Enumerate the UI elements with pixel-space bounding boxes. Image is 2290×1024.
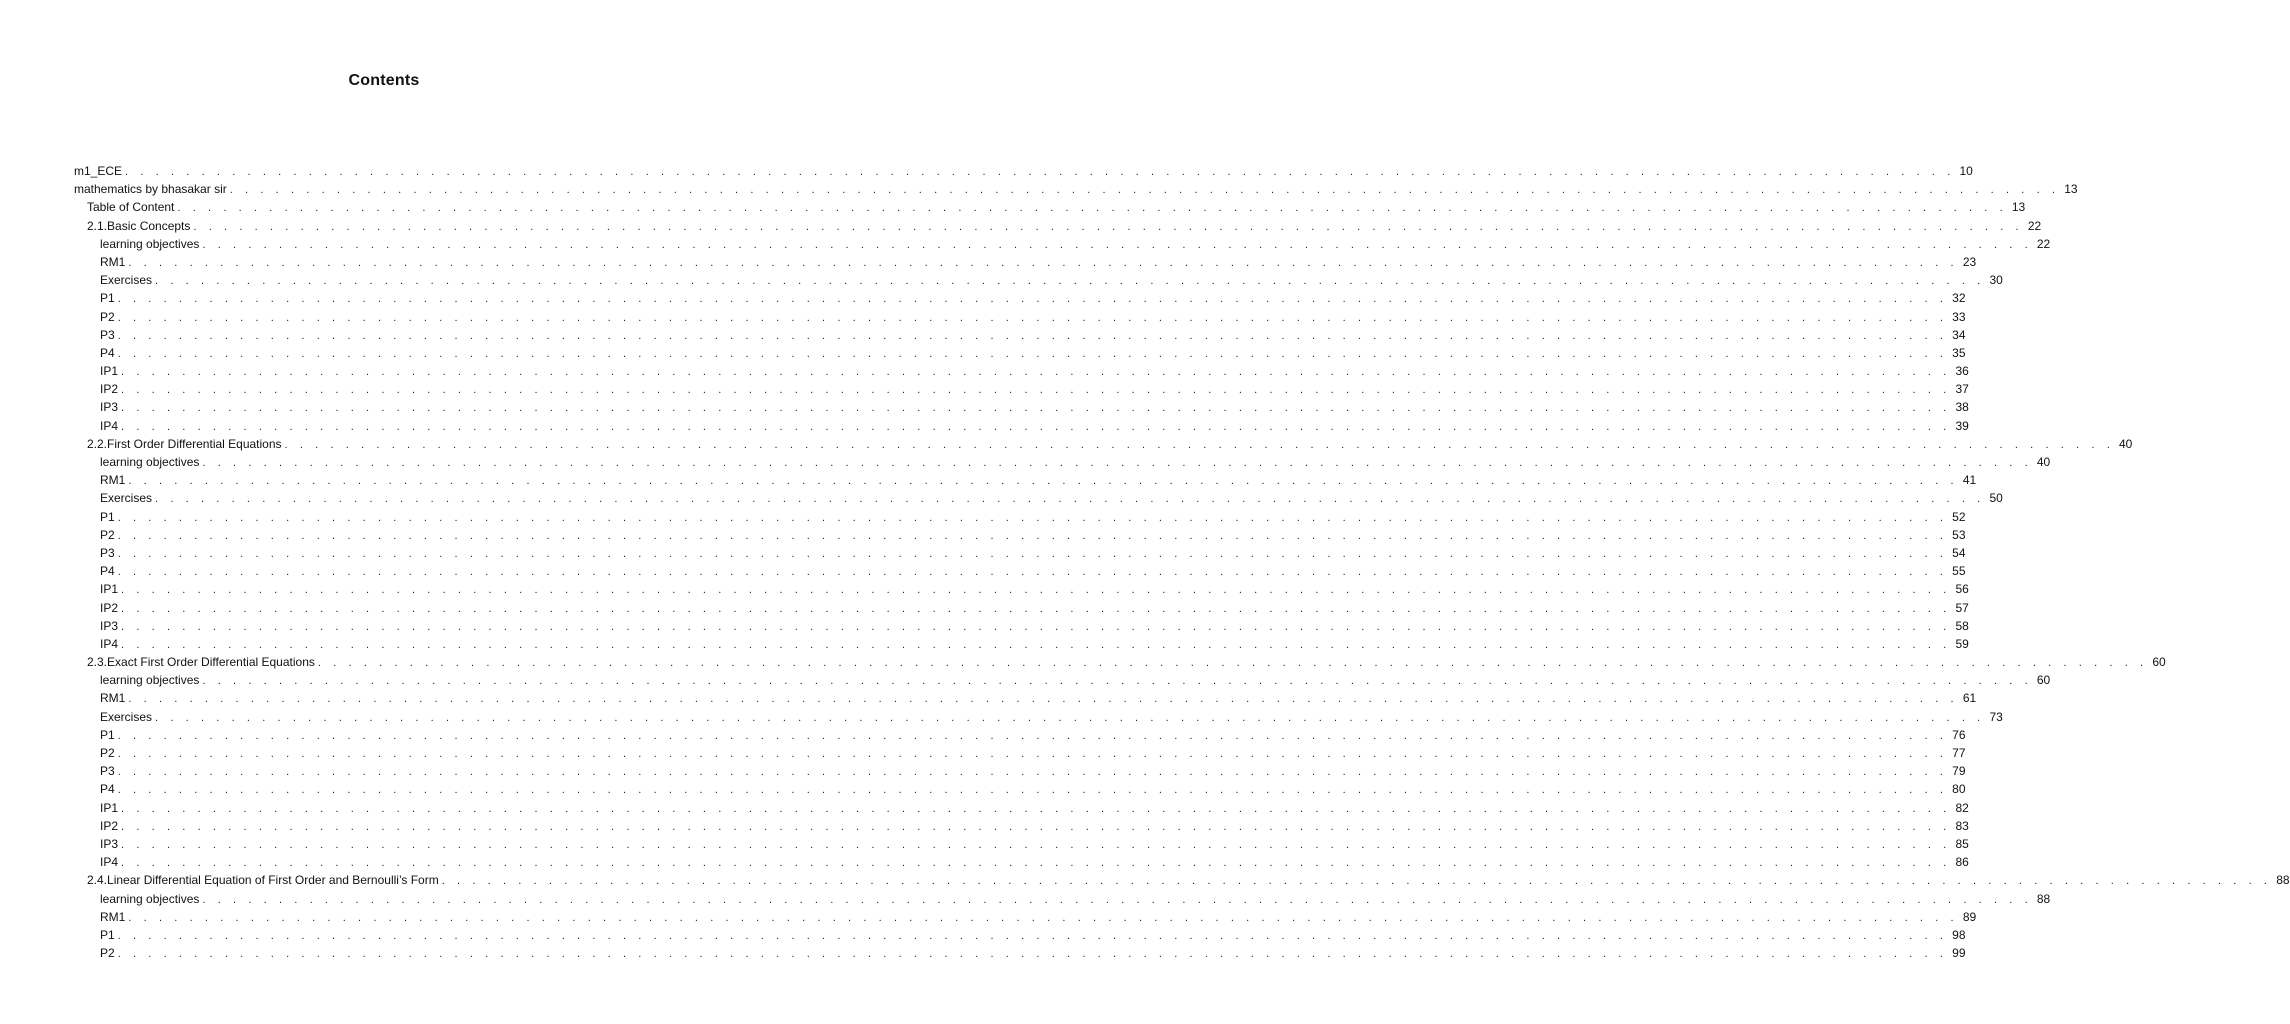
toc-entry[interactable] xyxy=(74,671,2051,689)
toc-entry-page-number: 34 xyxy=(1952,327,1966,342)
toc-entry-label: P1 xyxy=(100,926,118,944)
dot-leader: . . . . . . . . . . . . . . . . . . . . . . . . . . . . . . . . . . . . . . . . . . . . . . . . . . . . . . . . . . . . . . . . . . . . . . . . . . . . . . . . . . . . . . . . . . . . . . . . . . . . . . . . . . . . . . . . . . . . . . . . xyxy=(121,402,1951,415)
dot-leader: . . . . . . . . . . . . . . . . . . . . . . . . . . . . . . . . . . . . . . . . . . . . . . . . . . . . . . . . . . . . . . . . . . . . . . . . . . . . . . . . . . . . . . . . . . . . . . . . . . . . . . . . . . . . . . . . . . . . . . . . xyxy=(128,256,1959,269)
toc-entry-label: IP2 xyxy=(100,817,121,835)
toc-entry-label: P3 xyxy=(100,544,118,562)
page-title: Contents xyxy=(348,72,420,89)
dot-leader: . . . . . . . . . . . . . . . . . . . . . . . . . . . . . . . . . . . . . . . . . . . . . . . . . . . . . . . . . . . . . . . . . . . . . . . . . . . . . . . . . . . . . . . . . . . . . . . . . . . . . . . . . . . . . . . . . . . . . . . . xyxy=(117,729,1948,742)
toc-entry-label: RM1 xyxy=(100,471,128,489)
toc-entry[interactable] xyxy=(74,780,1966,798)
dot-leader: . . . . . . . . . . . . . . . . . . . . . . . . . . . . . . . . . . . . . . . . . . . . . . . . . . . . . . . . . . . . . . . . . . . . . . . . . . . . . . . . . . . . . . . . . . . . . . . . . . . . . . . . . . . . . . . . . . . . . . . . xyxy=(117,748,1948,760)
table-of-contents xyxy=(74,162,2290,962)
toc-entry[interactable] xyxy=(74,162,1973,180)
toc-entry-page-number: 80 xyxy=(1952,782,1966,797)
toc-entry[interactable] xyxy=(74,271,2003,289)
toc-entry-page-number: 61 xyxy=(1962,691,1977,706)
toc-entry-page-number: 55 xyxy=(1952,564,1966,579)
toc-entry-page-number: 36 xyxy=(1955,364,1969,379)
toc-entry[interactable] xyxy=(74,326,1966,344)
toc-entry-label: P2 xyxy=(100,744,118,762)
toc-entry-page-number: 83 xyxy=(1955,818,1969,833)
dot-leader: . . . . . . . . . . . . . . . . . . . . . . . . . . . . . . . . . . . . . . . . . . . . . . . . . . . . . . . . . . . . . . . . . . . . . . . . . . . . . . . . . . . . . . . . . . . . . . . . . . . . . . . . . . . . . . . . . . . . . . . . xyxy=(117,311,1948,324)
toc-entry-label: learning objectives xyxy=(100,890,202,908)
dot-leader: . . . . . . . . . . . . . . . . . . . . . . . . . . . . . . . . . . . . . . . . . . . . . . . . . . . . . . . . . . . . . . . . . . . . . . . . . . . . . . . . . . . . . . . . . . . . . . . . . . . . . . . . . . . . . . . . . . . . . . . . xyxy=(121,384,1951,397)
toc-entry-label: 2.3.Exact First Order Differential Equations xyxy=(87,653,318,671)
toc-entry-label: IP3 xyxy=(100,398,121,416)
toc-entry-label: mathematics by bhasakar sir xyxy=(74,180,230,198)
toc-entry-page-number: 77 xyxy=(1952,746,1966,760)
dot-leader: . . . . . . . . . . . . . . . . . . . . . . . . . . . . . . . . . . . . . . . . . . . . . . . . . . . . . . . . . . . . . . . . . . . . . . . . . . . . . . . . . . . . . . . . . . . . . . . . . . . . . . . . . . . . . . . . . . . . . . . . xyxy=(121,602,1951,615)
dot-leader: . . . . . . . . . . . . . . . . . . . . . . . . . . . . . . . . . . . . . . . . . . . . . . . . . . . . . . . . . . . . . . . . . . . . . . . . . . . . . . . . . . . . . . . . . . . . . . . . . . . . . . . . . . . . . . . . . . . . . . . . xyxy=(125,166,1955,178)
dot-leader: . . . . . . . . . . . . . . . . . . . . . . . . . . . . . . . . . . . . . . . . . . . . . . . . . . . . . . . . . . . . . . . . . . . . . . . . . . . . . . . . . . . . . . . . . . . . . . . . . . . . . . . . . . . . . . . . . . . . . . . . xyxy=(121,584,1951,597)
toc-entry-page-number: 23 xyxy=(1962,254,1977,269)
toc-entry-page-number: 88 xyxy=(2036,891,2051,906)
toc-entry[interactable] xyxy=(74,689,1977,707)
toc-entry-label: m1_ECE xyxy=(74,162,125,180)
dot-leader: . . . . . . . . . . . . . . . . . . . . . . . . . . . . . . . . . . . . . . . . . . . . . . . . . . . . . . . . . . . . . . . . . . . . . . . . . . . . . . . . . . . . . . . . . . . . . . . . . . . . . . . . . . . . . . . . . . . . . . . . xyxy=(117,948,1948,961)
dot-leader: . . . . . . . . . . . . . . . . . . . . . . . . . . . . . . . . . . . . . . . . . . . . . . . . . . . . . . . . . . . . . . . . . . . . . . . . . . . . . . . . . . . . . . . . . . . . . . . . . . . . . . . . . . . . . . . . . . . . . . . . xyxy=(121,366,1951,379)
dot-leader: . . . . . . . . . . . . . . . . . . . . . . . . . . . . . . . . . . . . . . . . . . . . . . . . . . . . . . . . . . . . . . . . . . . . . . . . . . . . . . . . . . . . . . . . . . . . . . . . . . . . . . . . . . . . . . . . . . . . . . . . xyxy=(317,657,2148,670)
toc-entry-label: IP4 xyxy=(100,853,121,871)
dot-leader: . . . . . . . . . . . . . . . . . . . . . . . . . . . . . . . . . . . . . . . . . . . . . . . . . . . . . . . . . . . . . . . . . . . . . . . . . . . . . . . . . . . . . . . . . . . . . . . . . . . . . . . . . . . . . . . . . . . . . . . . xyxy=(121,420,1951,433)
toc-entry[interactable] xyxy=(74,562,1966,580)
toc-entry[interactable] xyxy=(74,380,1969,398)
dot-leader: . . . . . . . . . . . . . . . . . . . . . . . . . . . . . . . . . . . . . . . . . . . . . . . . . . . . . . . . . . . . . . . . . . . . . . . . . . . . . . . . . . . . . . . . . . . . . . . . . . . . . . . . . . . . . . . . . . . . . . . . xyxy=(117,766,1948,779)
toc-entry-label: learning objectives xyxy=(100,235,202,253)
toc-entry-page-number: 30 xyxy=(1989,273,2003,288)
dot-leader: . . . . . . . . . . . . . . . . . . . . . . . . . . . . . . . . . . . . . . . . . . . . . . . . . . . . . . . . . . . . . . . . . . . . . . . . . . . . . . . . . . . . . . . . . . . . . . . . . . . . . . . . . . . . . . . . . . . . . . . . xyxy=(117,784,1948,797)
dot-leader: . . . . . . . . . . . . . . . . . . . . . . . . . . . . . . . . . . . . . . . . . . . . . . . . . . . . . . . . . . . . . . . . . . . . . . . . . . . . . . . . . . . . . . . . . . . . . . . . . . . . . . . . . . . . . . . . . . . . . . . . xyxy=(121,857,1951,870)
toc-entry-page-number: 60 xyxy=(2036,673,2051,688)
toc-entry-label: learning objectives xyxy=(100,453,202,471)
toc-entry-page-number: 38 xyxy=(1955,400,1969,415)
toc-entry-label: learning objectives xyxy=(100,671,202,689)
toc-entry-page-number: 88 xyxy=(2276,873,2290,888)
dot-leader: . . . . . . . . . . . . . . . . . . . . . . . . . . . . . . . . . . . . . . . . . . . . . . . . . . . . . . . . . . . . . . . . . . . . . . . . . . . . . . . . . . . . . . . . . . . . . . . . . . . . . . . . . . . . . . . . . . . . . . . . xyxy=(117,329,1948,342)
dot-leader: . . . . . . . . . . . . . . . . . . . . . . . . . . . . . . . . . . . . . . . . . . . . . . . . . . . . . . . . . . . . . . . . . . . . . . . . . . . . . . . . . . . . . . . . . . . . . . . . . . . . . . . . . . . . . . . . . . . . . . . . xyxy=(155,275,1985,288)
dot-leader: . . . . . . . . . . . . . . . . . . . . . . . . . . . . . . . . . . . . . . . . . . . . . . . . . . . . . . . . . . . . . . . . . . . . . . . . . . . . . . . . . . . . . . . . . . . . . . . . . . . . . . . . . . . . . . . . . . . . . . . . xyxy=(121,638,1951,651)
dot-leader: . . . . . . . . . . . . . . . . . . . . . . . . . . . . . . . . . . . . . . . . . . . . . . . . . . . . . . . . . . . . . . . . . . . . . . . . . . . . . . . . . . . . . . . . . . . . . . . . . . . . . . . . . . . . . . . . . . . . . . . . xyxy=(121,838,1951,851)
toc-entry-label: P2 xyxy=(100,944,118,962)
toc-entry[interactable] xyxy=(74,890,2051,908)
toc-entry-page-number: 73 xyxy=(1989,709,2003,724)
toc-entry-label: P3 xyxy=(100,762,118,780)
toc-entry-page-number: 32 xyxy=(1952,291,1966,306)
toc-entry-label: RM1 xyxy=(100,689,128,707)
toc-entry-label: 2.2.First Order Differential Equations xyxy=(87,435,285,453)
dot-leader: . . . . . . . . . . . . . . . . . . . . . . . . . . . . . . . . . . . . . . . . . . . . . . . . . . . . . . . . . . . . . . . . . . . . . . . . . . . . . . . . . . . . . . . . . . . . . . . . . . . . . . . . . . . . . . . . . . . . . . . . xyxy=(117,511,1948,524)
toc-entry-page-number: 58 xyxy=(1955,618,1969,633)
toc-entry[interactable] xyxy=(74,544,1966,562)
dot-leader: . . . . . . . . . . . . . . . . . . . . . . . . . . . . . . . . . . . . . . . . . . . . . . . . . . . . . . . . . . . . . . . . . . . . . . . . . . . . . . . . . . . . . . . . . . . . . . . . . . . . . . . . . . . . . . . . . . . . . . . . xyxy=(193,220,2024,233)
toc-entry-page-number: 40 xyxy=(2119,436,2133,451)
toc-entry[interactable] xyxy=(74,489,2003,507)
toc-entry[interactable] xyxy=(74,344,1966,362)
toc-entry-page-number: 39 xyxy=(1955,418,1969,433)
toc-entry[interactable] xyxy=(74,708,2003,726)
toc-entry[interactable] xyxy=(74,835,1969,853)
toc-entry-label: RM1 xyxy=(100,253,128,271)
toc-entry-label: IP3 xyxy=(100,617,121,635)
dot-leader: . . . . . . . . . . . . . . . . . . . . . . . . . . . . . . . . . . . . . . . . . . . . . . . . . . . . . . . . . . . . . . . . . . . . . . . . . . . . . . . . . . . . . . . . . . . . . . . . . . . . . . . . . . . . . . . . . . . . . . . . xyxy=(117,529,1948,542)
dot-leader: . . . . . . . . . . . . . . . . . . . . . . . . . . . . . . . . . . . . . . . . . . . . . . . . . . . . . . . . . . . . . . . . . . . . . . . . . . . . . . . . . . . . . . . . . . . . . . . . . . . . . . . . . . . . . . . . . . . . . . . . xyxy=(229,184,2060,197)
toc-entry-page-number: 52 xyxy=(1952,509,1966,524)
dot-leader: . . . . . . . . . . . . . . . . . . . . . . . . . . . . . . . . . . . . . . . . . . . . . . . . . . . . . . . . . . . . . . . . . . . . . . . . . . . . . . . . . . . . . . . . . . . . . . . . . . . . . . . . . . . . . . . . . . . . . . . . xyxy=(202,675,2033,688)
toc-entry[interactable] xyxy=(74,235,2051,253)
toc-entry[interactable] xyxy=(74,744,1966,762)
toc-entry-page-number: 54 xyxy=(1952,545,1966,560)
toc-entry-page-number: 22 xyxy=(2027,218,2042,233)
dot-leader: . . . . . . . . . . . . . . . . . . . . . . . . . . . . . . . . . . . . . . . . . . . . . . . . . . . . . . . . . . . . . . . . . . . . . . . . . . . . . . . . . . . . . . . . . . . . . . . . . . . . . . . . . . . . . . . . . . . . . . . . xyxy=(177,202,2008,215)
toc-entry[interactable] xyxy=(74,180,2078,198)
dot-leader: . . . . . . . . . . . . . . . . . . . . . . . . . . . . . . . . . . . . . . . . . . . . . . . . . . . . . . . . . . . . . . . . . . . . . . . . . . . . . . . . . . . . . . . . . . . . . . . . . . . . . . . . . . . . . . . . . . . . . . . . xyxy=(117,929,1948,942)
toc-entry-label: IP1 xyxy=(100,580,121,598)
toc-entry-label: IP2 xyxy=(100,599,121,617)
toc-entry-page-number: 41 xyxy=(1962,473,1977,488)
toc-entry[interactable] xyxy=(74,435,2133,453)
toc-entry[interactable] xyxy=(74,762,1966,780)
toc-entry[interactable] xyxy=(74,253,1977,271)
toc-entry-label: P2 xyxy=(100,526,118,544)
toc-entry-page-number: 59 xyxy=(1955,636,1969,651)
toc-entry-page-number: 98 xyxy=(1952,927,1966,942)
toc-entry[interactable] xyxy=(74,799,1969,817)
dot-leader: . . . . . . . . . . . . . . . . . . . . . . . . . . . . . . . . . . . . . . . . . . . . . . . . . . . . . . . . . . . . . . . . . . . . . . . . . . . . . . . . . . . . . . . . . . . . . . . . . . . . . . . . . . . . . . . . . . . . . . . . xyxy=(155,493,1985,506)
toc-entry-label: 2.4.Linear Differential Equation of First Order and Bernoulli’s Form xyxy=(87,871,442,889)
toc-entry-page-number: 76 xyxy=(1952,727,1966,742)
toc-entry-page-number: 57 xyxy=(1955,600,1969,615)
dot-leader: . . . . . . . . . . . . . . . . . . . . . . . . . . . . . . . . . . . . . . . . . . . . . . . . . . . . . . . . . . . . . . . . . . . . . . . . . . . . . . . . . . . . . . . . . . . . . . . . . . . . . . . . . . . . . . . . . . . . . . . . xyxy=(117,347,1948,360)
toc-entry-page-number: 60 xyxy=(2152,655,2166,670)
toc-entry-page-number: 35 xyxy=(1952,345,1966,360)
toc-entry-page-number: 50 xyxy=(1989,491,2003,506)
toc-entry-label: P1 xyxy=(100,508,118,526)
toc-entry[interactable] xyxy=(74,908,1977,926)
toc-entry-label: P3 xyxy=(100,326,118,344)
dot-leader: . . . . . . . . . . . . . . . . . . . . . . . . . . . . . . . . . . . . . . . . . . . . . . . . . . . . . . . . . . . . . . . . . . . . . . . . . . . . . . . . . . . . . . . . . . . . . . . . . . . . . . . . . . . . . . . . . . . . . . . . xyxy=(121,820,1951,833)
toc-entry-label: P1 xyxy=(100,289,118,307)
toc-entry[interactable] xyxy=(74,944,1966,962)
toc-entry-label: IP2 xyxy=(100,380,121,398)
toc-entry[interactable] xyxy=(74,308,1966,326)
dot-leader: . . . . . . . . . . . . . . . . . . . . . . . . . . . . . . . . . . . . . . . . . . . . . . . . . . . . . . . . . . . . . . . . . . . . . . . . . . . . . . . . . . . . . . . . . . . . . . . . . . . . . . . . . . . . . . . . . . . . . . . . xyxy=(121,620,1951,633)
toc-entry-page-number: 79 xyxy=(1952,764,1966,779)
toc-entry-label: Exercises xyxy=(100,489,155,507)
toc-entry[interactable] xyxy=(74,853,1969,871)
dot-leader: . . . . . . . . . . . . . . . . . . . . . . . . . . . . . . . . . . . . . . . . . . . . . . . . . . . . . . . . . . . . . . . . . . . . . . . . . . . . . . . . . . . . . . . . . . . . . . . . . . . . . . . . . . . . . . . . . . . . . . . . xyxy=(128,475,1959,488)
toc-entry-page-number: 53 xyxy=(1952,527,1966,542)
toc-entry-page-number: 85 xyxy=(1955,836,1969,851)
toc-entry-page-number: 99 xyxy=(1952,946,1966,961)
dot-leader: . . . . . . . . . . . . . . . . . . . . . . . . . . . . . . . . . . . . . . . . . . . . . . . . . . . . . . . . . . . . . . . . . . . . . . . . . . . . . . . . . . . . . . . . . . . . . . . . . . . . . . . . . . . . . . . . . . . . . . . . xyxy=(128,693,1959,706)
toc-entry-label: IP1 xyxy=(100,362,121,380)
toc-entry[interactable] xyxy=(74,508,1966,526)
toc-entry-label: Table of Content xyxy=(87,198,177,216)
toc-entry[interactable] xyxy=(74,580,1969,598)
dot-leader: . . . . . . . . . . . . . . . . . . . . . . . . . . . . . . . . . . . . . . . . . . . . . . . . . . . . . . . . . . . . . . . . . . . . . . . . . . . . . . . . . . . . . . . . . . . . . . . . . . . . . . . . . . . . . . . . . . . . . . . . xyxy=(121,802,1951,815)
toc-entry[interactable] xyxy=(74,217,2042,235)
toc-entry[interactable] xyxy=(74,417,1969,435)
dot-leader: . . . . . . . . . . . . . . . . . . . . . . . . . . . . . . . . . . . . . . . . . . . . . . . . . . . . . . . . . . . . . . . . . . . . . . . . . . . . . . . . . . . . . . . . . . . . . . . . . . . . . . . . . . . . . . . . . . . . . . . . xyxy=(117,293,1948,306)
toc-entry-page-number: 22 xyxy=(2036,236,2051,251)
toc-entry[interactable] xyxy=(74,726,1966,744)
toc-entry[interactable] xyxy=(74,289,1966,307)
toc-entry[interactable] xyxy=(74,398,1969,416)
toc-entry-label: P4 xyxy=(100,344,118,362)
toc-entry[interactable] xyxy=(74,599,1969,617)
toc-entry-label: RM1 xyxy=(100,908,128,926)
toc-entry[interactable] xyxy=(74,198,2026,216)
toc-entry-page-number: 37 xyxy=(1955,382,1969,397)
toc-entry-page-number: 13 xyxy=(2011,200,2026,215)
dot-leader: . . . . . . . . . . . . . . . . . . . . . . . . . . . . . . . . . . . . . . . . . . . . . . . . . . . . . . . . . . . . . . . . . . . . . . . . . . . . . . . . . . . . . . . . . . . . . . . . . . . . . . . . . . . . . . . . . . . . . . . . xyxy=(441,875,2272,888)
dot-leader: . . . . . . . . . . . . . . . . . . . . . . . . . . . . . . . . . . . . . . . . . . . . . . . . . . . . . . . . . . . . . . . . . . . . . . . . . . . . . . . . . . . . . . . . . . . . . . . . . . . . . . . . . . . . . . . . . . . . . . . . xyxy=(284,438,2115,451)
toc-entry[interactable] xyxy=(74,635,1969,653)
dot-leader: . . . . . . . . . . . . . . . . . . . . . . . . . . . . . . . . . . . . . . . . . . . . . . . . . . . . . . . . . . . . . . . . . . . . . . . . . . . . . . . . . . . . . . . . . . . . . . . . . . . . . . . . . . . . . . . . . . . . . . . . xyxy=(155,711,1985,724)
toc-entry-label: 2.1.Basic Concepts xyxy=(87,217,193,235)
toc-entry-label: P4 xyxy=(100,562,118,580)
toc-entry-label: P4 xyxy=(100,780,118,798)
dot-leader: . . . . . . . . . . . . . . . . . . . . . . . . . . . . . . . . . . . . . . . . . . . . . . . . . . . . . . . . . . . . . . . . . . . . . . . . . . . . . . . . . . . . . . . . . . . . . . . . . . . . . . . . . . . . . . . . . . . . . . . . xyxy=(117,547,1948,560)
dot-leader: . . . . . . . . . . . . . . . . . . . . . . . . . . . . . . . . . . . . . . . . . . . . . . . . . . . . . . . . . . . . . . . . . . . . . . . . . . . . . . . . . . . . . . . . . . . . . . . . . . . . . . . . . . . . . . . . . . . . . . . . xyxy=(117,566,1948,579)
toc-entry-label: P2 xyxy=(100,308,118,326)
toc-entry[interactable] xyxy=(74,817,1969,835)
toc-entry[interactable] xyxy=(74,471,1977,489)
dot-leader: . . . . . . . . . . . . . . . . . . . . . . . . . . . . . . . . . . . . . . . . . . . . . . . . . . . . . . . . . . . . . . . . . . . . . . . . . . . . . . . . . . . . . . . . . . . . . . . . . . . . . . . . . . . . . . . . . . . . . . . . xyxy=(202,457,2033,469)
toc-entry[interactable] xyxy=(74,526,1966,544)
dot-leader: . . . . . . . . . . . . . . . . . . . . . . . . . . . . . . . . . . . . . . . . . . . . . . . . . . . . . . . . . . . . . . . . . . . . . . . . . . . . . . . . . . . . . . . . . . . . . . . . . . . . . . . . . . . . . . . . . . . . . . . . xyxy=(202,238,2033,251)
toc-entry[interactable] xyxy=(74,617,1969,635)
toc-entry-label: IP3 xyxy=(100,835,121,853)
toc-entry[interactable] xyxy=(74,871,2290,889)
toc-entry-label: P1 xyxy=(100,726,118,744)
toc-entry[interactable] xyxy=(74,926,1966,944)
toc-entry-label: Exercises xyxy=(100,708,155,726)
toc-entry-page-number: 56 xyxy=(1955,582,1969,597)
toc-entry-page-number: 10 xyxy=(1959,164,1973,178)
toc-entry-label: IP1 xyxy=(100,799,121,817)
toc-entry[interactable] xyxy=(74,453,2051,471)
toc-entry-page-number: 89 xyxy=(1962,909,1977,924)
dot-leader: . . . . . . . . . . . . . . . . . . . . . . . . . . . . . . . . . . . . . . . . . . . . . . . . . . . . . . . . . . . . . . . . . . . . . . . . . . . . . . . . . . . . . . . . . . . . . . . . . . . . . . . . . . . . . . . . . . . . . . . . xyxy=(128,911,1959,924)
toc-entry-page-number: 82 xyxy=(1955,800,1969,815)
toc-entry-label: Exercises xyxy=(100,271,155,289)
toc-entry-page-number: 13 xyxy=(2064,182,2078,197)
toc-entry-label: IP4 xyxy=(100,635,121,653)
toc-entry[interactable] xyxy=(74,362,1969,380)
dot-leader: . . . . . . . . . . . . . . . . . . . . . . . . . . . . . . . . . . . . . . . . . . . . . . . . . . . . . . . . . . . . . . . . . . . . . . . . . . . . . . . . . . . . . . . . . . . . . . . . . . . . . . . . . . . . . . . . . . . . . . . . xyxy=(202,893,2033,906)
toc-entry[interactable] xyxy=(74,653,2166,671)
toc-entry-page-number: 33 xyxy=(1952,309,1966,324)
toc-entry-page-number: 86 xyxy=(1955,855,1969,870)
toc-entry-label: IP4 xyxy=(100,417,121,435)
toc-entry-page-number: 40 xyxy=(2036,455,2051,469)
